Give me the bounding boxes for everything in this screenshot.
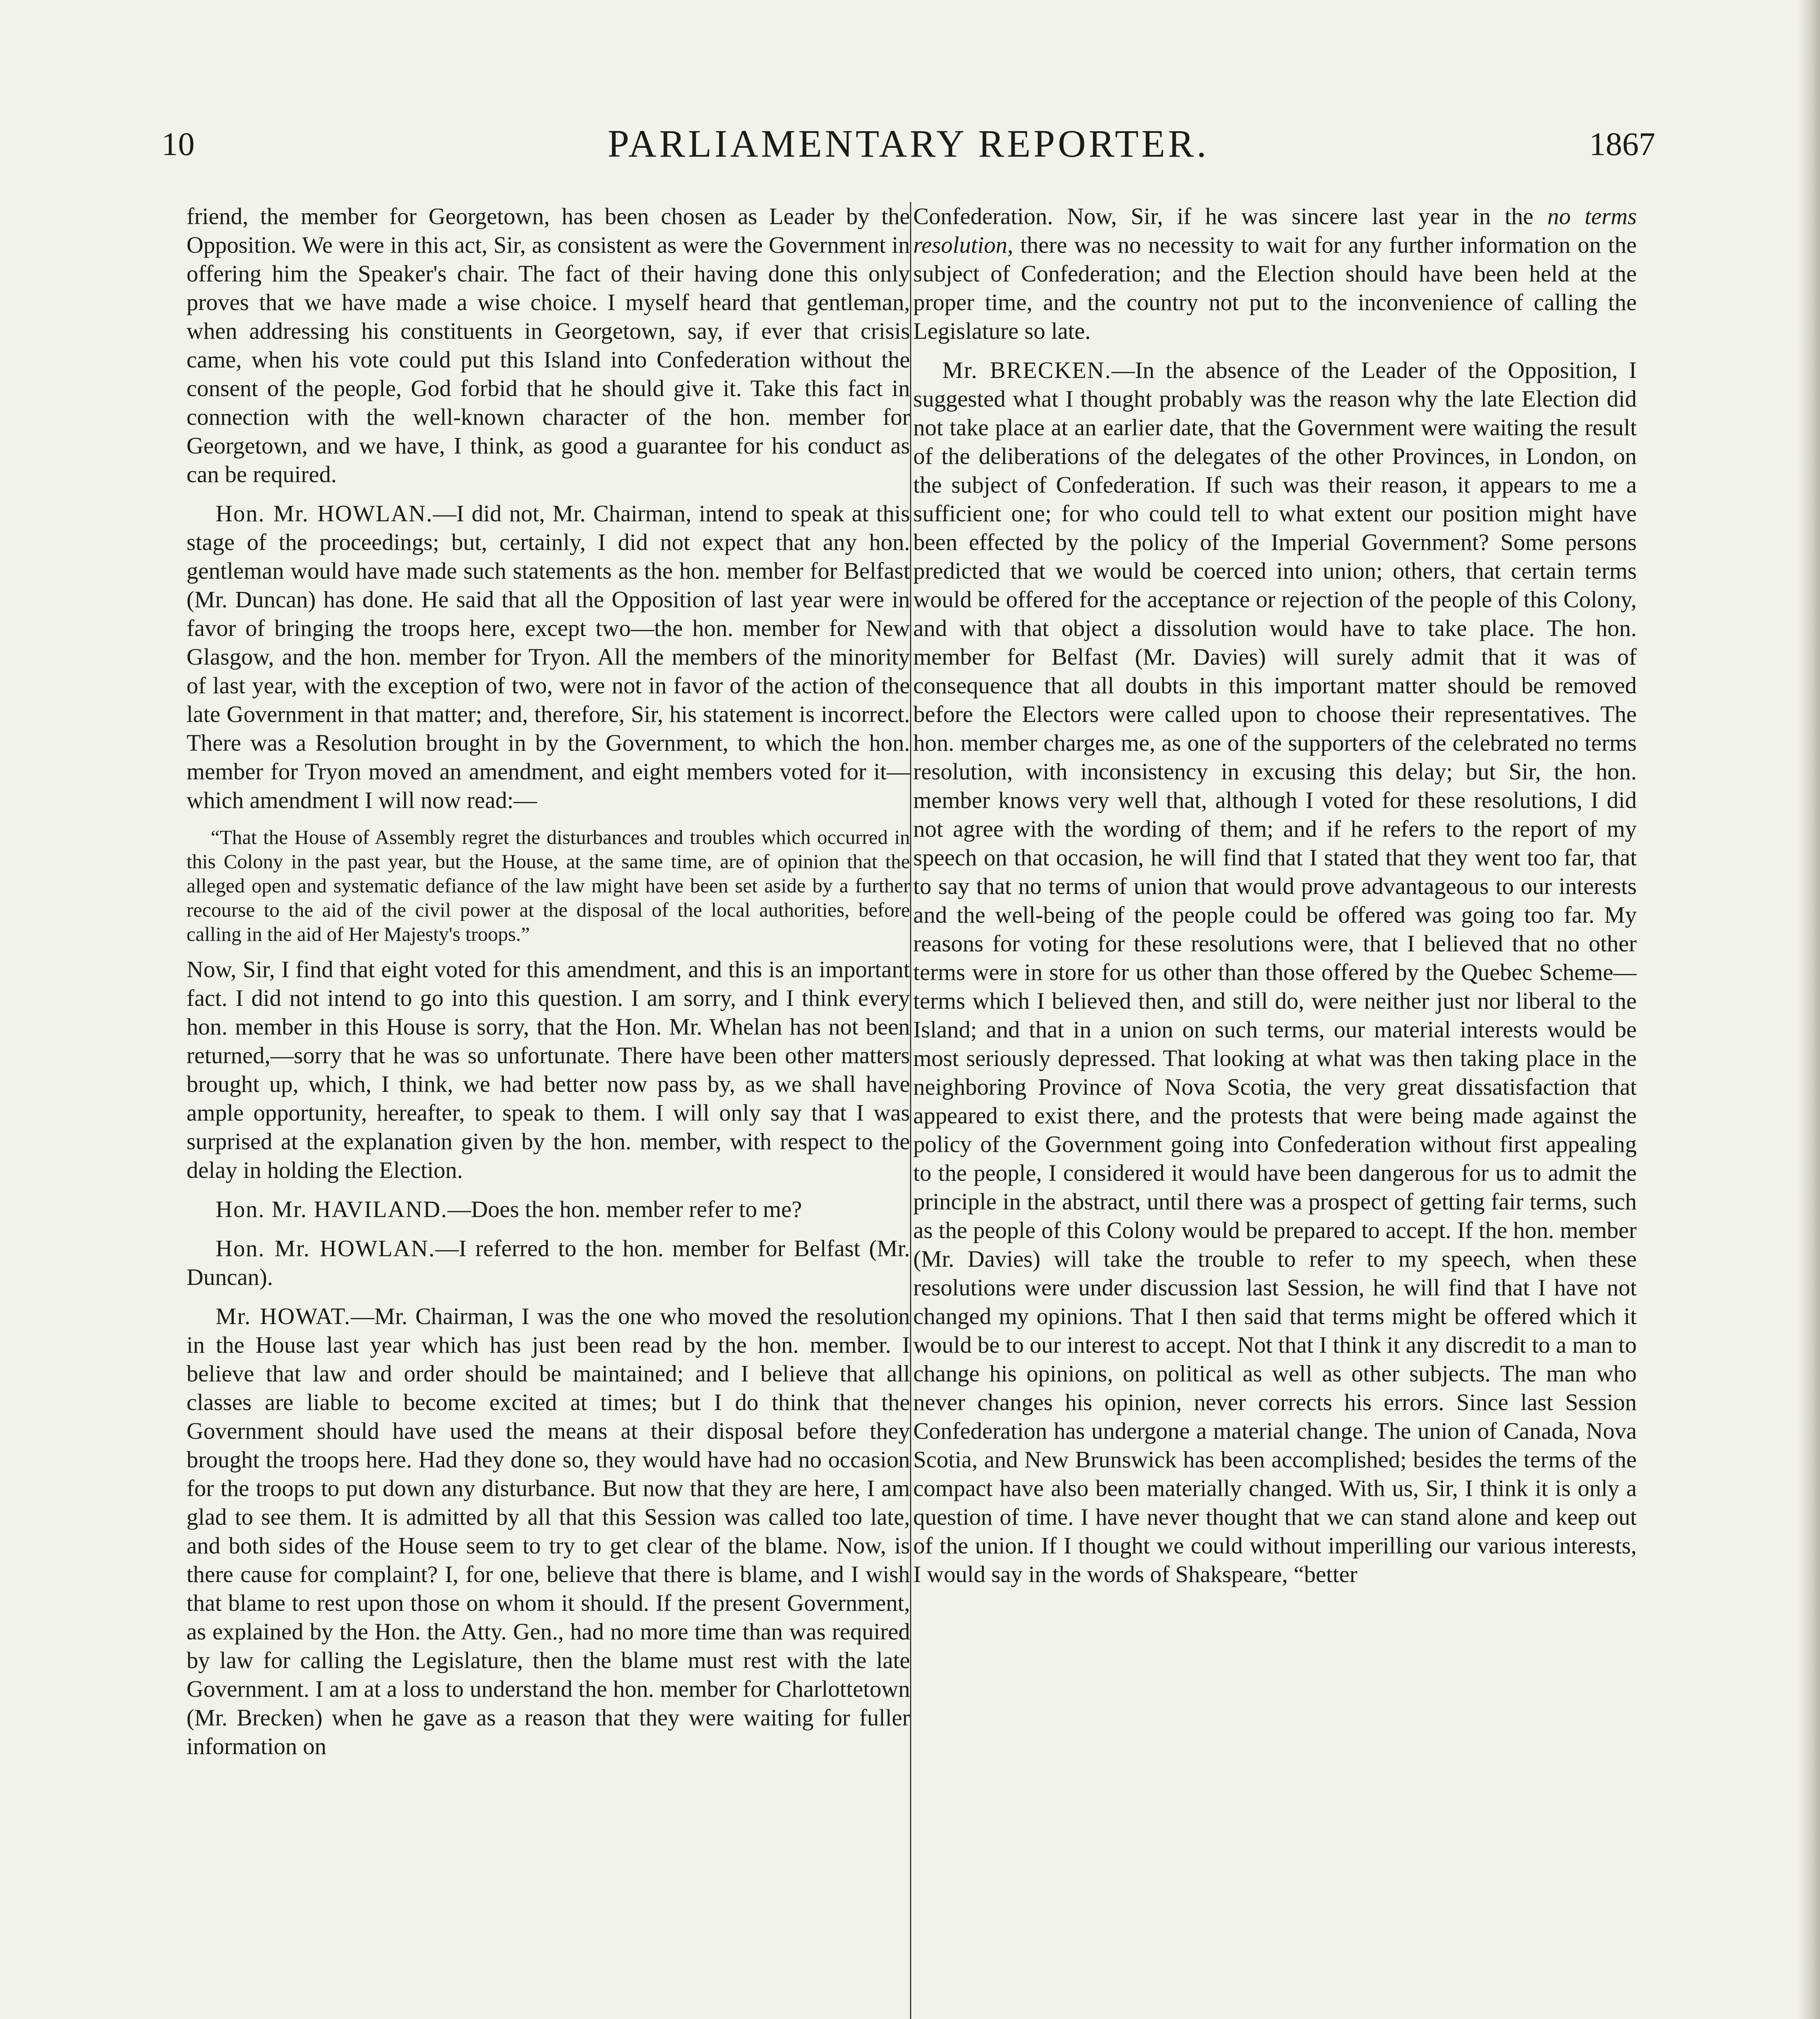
speech-paragraph (187, 1234, 910, 1291)
speech-text: —In the absence of the Leader of the Opposition, I suggested what I thought probably was the reason why the late Election did not take place at an earlier date, that the Government were waiting the result of the deliberations of the delegates of the other Provinces, in London, on the subject of Confederation. If such was their reason, it appears to me a sufficient one; for who could tell to what extent our position might have been effected by the policy of the Imperial Government? Some persons predicted that we would be coerced into union; others, that certain terms would be offered for the acceptance or rejection of the people of this Colony, and with that object a dissolution would have to take place. The hon. member for Belfast (Mr. Davies) will surely admit that it was of consequence that all doubts in this important matter should be removed before the Electors were called upon to choose their representatives. The hon. member charges me, as one of the supporters of the celebrated no terms resolution, with inconsistency in excusing this delay; but Sir, the hon. member knows very well that, although I voted for these resolutions, I did not agree with the wording of them; and if he refers to the report of my speech on that occasion, he will find that I stated that they went too far, that to say that no terms of union that would prove advantageous to our interests and the well-being of the people could be offered was going too far. My reasons for voting for these resolutions were, that I believed that no other terms were in store for us other than those offered by the Quebec Scheme—terms which I believed then, and still do, were neither just nor liberal to the Island; and that in a union on such terms, our material interests would be most seriously depressed. That looking at what was then taking place in the neighboring Province of Nova Scotia, the very great dissatisfaction that appeared to exist there, and the protests that were being made against the policy of the Government going into Confederation without first appealing to the people, I considered it would have been dangerous for us to admit the principle in the abstract, until there was a prospect of getting fair terms, such as the people of this Colony would be prepared to accept. If the hon. member (Mr. Davies) will take the trouble to refer to my speech, when these resolutions were under discussion last Session, he will find that I have not changed my opinions. That I then said that terms might be offered which it would be to our interest to accept. Not that I think it any discredit to a man to change his opinions, on political as well as other subjects. The man who never changes his opinion, never corrects his errors. Since last Session Confederation has undergone a material change. The union of Canada, Nova Scotia, and New Brunswick has been accomplished; besides the terms of the compact have also been materially changed. With us, Sir, I think it is only a question of time. I have never thought that we can stand alone and keep out of the union. If I thought we could without imperilling our various interests, I would say in the words of Shakspeare, “better (913, 357, 1637, 1587)
publication-title: PARLIAMENTARY REPORTER. (608, 122, 1209, 165)
speech-text: —I did not, Mr. Chairman, intend to speak at this stage of the proceedings; but, certainly, I did not expect that any hon. gentleman would have made such statements as the hon. member for Belfast (Mr. Duncan) has done. He said that all the Opposition of last year were in favor of bringing the troops here, except two—the hon. member for New Glasgow, and the hon. member for Tryon. All the members of the minority of last year, with the exception of two, were not in favor of the action of the late Government in that matter; and, therefore, Sir, his statement is incorrect. There was a Resolution brought in by the Government, to which the hon. member for Tryon moved an amendment, and eight members voted for it—which amendment I will now read:— (187, 500, 910, 813)
speech-paragraph (187, 499, 910, 814)
paragraph (913, 202, 1637, 345)
speech-paragraph (187, 1302, 910, 1761)
speaker-name: Hon. Mr. HOWLAN. (216, 500, 433, 527)
speaker-name: Hon. Mr. HAVILAND. (216, 1196, 448, 1222)
speech-text: —Does the hon. member refer to me? (447, 1196, 802, 1222)
page-number: 10 (161, 126, 195, 162)
italic-term: no terms resolution (913, 203, 1637, 258)
speech-paragraph (913, 356, 1637, 1589)
speaker-name: Hon. Mr. HOWLAN. (216, 1235, 436, 1261)
text-run: , there was no necessity to wait for any further information on the subject of Confederation; and the Election should have been held at the proper time, and the country not put to the inconvenience of calling the Legislature so late. (913, 232, 1637, 344)
right-column (913, 202, 1637, 2019)
speaker-name: Mr. BRECKEN. (942, 357, 1112, 383)
left-column (187, 202, 910, 2019)
speech-text: —I referred to the hon. member for Belfast (Mr. Duncan). (187, 1235, 910, 1290)
speech-text: —Mr. Chairman, I was the one who moved the resolution in the House last year which has just been read by the hon. member. I believe that law and order should be maintained; and I believe that all classes are liable to become excited at times; but I do think that the Government should have used the means at their disposal before they brought the troops here. Had they done so, they would have had no occasion for the troops to put down any disturbance. But now that they are here, I am glad to see them. It is admitted by all that this Session was called too late, and both sides of the House seem to try to get clear of the blame. Now, is there cause for complaint? I, for one, believe that there is blame, and I wish that blame to rest upon those on whom it should. If the present Government, as explained by the Hon. the Atty. Gen., had no more time than was required by law for calling the Legislature, then the blame must rest with the late Government. I am at a loss to understand the hon. member for Charlottetown (Mr. Brecken) when he gave as a reason that they were waiting for fuller information on (187, 1303, 910, 1759)
page-year: 1867 (1589, 126, 1655, 162)
speech-paragraph (187, 1195, 910, 1224)
column-rule (910, 202, 911, 2019)
paragraph: Now, Sir, I find that eight voted for this amendment, and this is an important fact. I did not intend to go into this question. I am sorry, and I think every hon. member in this House is sorry, that the Hon. Mr. Whelan has not been returned,—sorry that he was so unfortunate. There have been other matters brought up, which, I think, we had better now pass by, as we shall have ample opportunity, hereafter, to speak to them. I will only say that I was surprised at the explanation given by the hon. member, with respect to the delay in holding the Election. (187, 956, 910, 1183)
quoted-amendment: “That the House of Assembly regret the disturbances and troubles which occurred in this Colony in the past year, but the House, at the same time, are of opinion that the alleged open and systematic defiance of the law might have been set aside by a further recourse to the aid of the civil power at the disposal of the local authorities, before calling in the aid of Her Majesty's troops.” (187, 826, 910, 945)
paragraph: friend, the member for Georgetown, has been chosen as Leader by the Opposition. We were in this act, Sir, as consistent as were the Government in offering him the Speaker's chair. The fact of their having done this only proves that we have made a wise choice. I myself heard that gentleman, when addressing his constituents in Georgetown, say, if ever that crisis came, when his vote could put this Island into Confederation without the consent of the people, God forbid that he should give it. Take this fact in connection with the well-known character of the hon. member for Georgetown, and we have, I think, as good a guarantee for his conduct as can be required. (187, 203, 910, 487)
speaker-name: Mr. HOWAT. (216, 1303, 351, 1329)
scan-edge-shadow (1797, 0, 1820, 2019)
text-run: Confederation. Now, Sir, if he was sincere last year in the (913, 203, 1547, 229)
running-head (161, 121, 1655, 178)
